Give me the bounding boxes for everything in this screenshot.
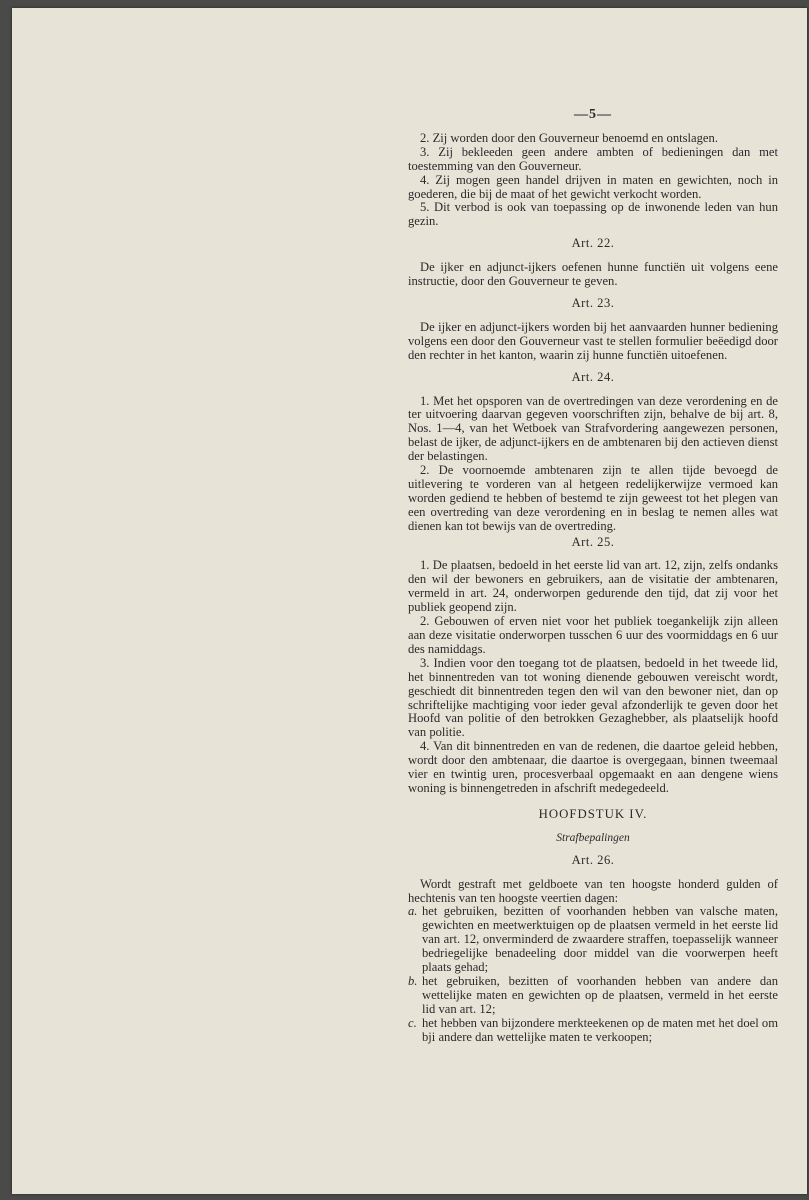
article-heading: Art. 24. [571,369,615,384]
paragraph: 2. Zij worden door den Gouverneur benoemd en ontslagen. [420,130,718,145]
paragraph: 4. Van dit binnentreden en van de redenen, die daartoe geleid hebben, wordt door den ambtenaar, die daartoe is overgegaan, binnen tweemaal vier en twintig uren, procesverbaal opgemaakt en aan dengene wiens woning is binnengetreden in afschrift medegedeeld. [408,739,778,795]
list-item-text: het gebruiken, bezitten of voorhanden hebben van andere dan wettelijke maten en gewichten op de plaatsen, vermeld in het eerste lid van art. 12; [422,973,778,1016]
page-number: —5— [574,107,612,122]
article-heading: Art. 26. [571,852,615,867]
text-column [408,108,778,1044]
list-item-key: c. [408,1015,417,1030]
paragraph: 2. Gebouwen of erven niet voor het publiek toegankelijk zijn alleen aan deze visitatie onderworpen tusschen 6 uur des voormiddags en 6 uur des namiddags. [408,614,778,656]
list-item-text: het hebben van bijzondere merkteekenen op de maten met het doel om bji andere dan wettelijke maten te verkoopen; [422,1015,778,1044]
paragraph: Wordt gestraft met geldboete van ten hoogste honderd gulden of hechtenis van ten hoogste veertien dagen: [408,876,778,905]
paragraph: 4. Zij mogen geen handel drijven in maten en gewichten, noch in goederen, die bij de maat of het gewicht verkocht worden. [408,172,778,201]
list-item-key: a. [408,904,418,919]
article-heading: Art. 25. [571,534,615,549]
list-item-key: b. [408,973,418,988]
article-heading: Art. 22. [571,236,615,251]
chapter-heading: HOOFDSTUK IV. [538,806,648,821]
document-page [12,8,807,1194]
paragraph: 3. Zij bekleeden geen andere ambten of bedieningen dan met toestemming van den Gouverneur. [408,144,778,173]
paragraph: 5. Dit verbod is ook van toepassing op de inwonende leden van hun gezin. [408,200,778,229]
list-item [408,905,778,975]
chapter-subtitle: Strafbepalingen [556,831,630,844]
list-item-text: het gebruiken, bezitten of voorhanden hebben van valsche maten, gewichten en meetwerktuigen op de plaatsen vermeld in het eerste lid van art. 12, onverminderd de zwaardere straffen, toepasselijk wanneer bedriegelijke benadeeling door middel van die voorwerpen heeft plaats gehad; [422,904,778,975]
paragraph: 2. De voornoemde ambtenaren zijn te allen tijde bevoegd de uitlevering te vorderen van al hetgeen redelijkerwijze vermoed kan worden gediend te hebben of bestemd te zijn geweest tot het plegen van een overtreding van deze verordening en in beslag te nemen alles wat dienen kan tot bewijs van de overtreding. [408,463,778,533]
list-item [408,975,778,1017]
paragraph: 1. Met het opsporen van de overtredingen van deze verordening en de ter uitvoering daarvan gegeven voorschriften zijn, behalve de bij art. 8, Nos. 1—4, van het Wetboek van Strafvordering aangewezen personen, belast de ijker, de adjunct-ijkers en de ambtenaren bij den actieven dienst der belastingen. [408,393,778,464]
article-heading: Art. 23. [571,295,615,310]
paragraph: De ijker en adjunct-ijkers oefenen hunne functiën uit volgens eene instructie, door den Gouverneur te geven. [408,260,778,289]
paragraph: 1. De plaatsen, bedoeld in het eerste lid van art. 12, zijn, zelfs ondanks den wil der bewoners en gebruikers, aan de visitatie der ambtenaren, vermeld in art. 24, onderworpen gedurende den tijd, dat zij voor het publiek geopend zijn. [408,558,778,615]
paragraph: De ijker en adjunct-ijkers worden bij het aanvaarden hunner bediening volgens een door den Gouverneur vast te stellen formulier beëedigd door den rechter in het kanton, waarin zij hunne functiën uitoefenen. [408,319,778,362]
paragraph: 3. Indien voor den toegang tot de plaatsen, bedoeld in het tweede lid, het binnentreden van tot woning dienende gebouwen vereischt wordt, geschiedt dit binnentreden tegen den wil van den bewoner niet, dan op schriftelijke machtiging voor ieder geval afzonderlijk te geven door het Hoofd van politie of den betrokken Gezaghebber, als plaatselijk hoofd van politie. [408,655,778,740]
list-item [408,1017,778,1045]
